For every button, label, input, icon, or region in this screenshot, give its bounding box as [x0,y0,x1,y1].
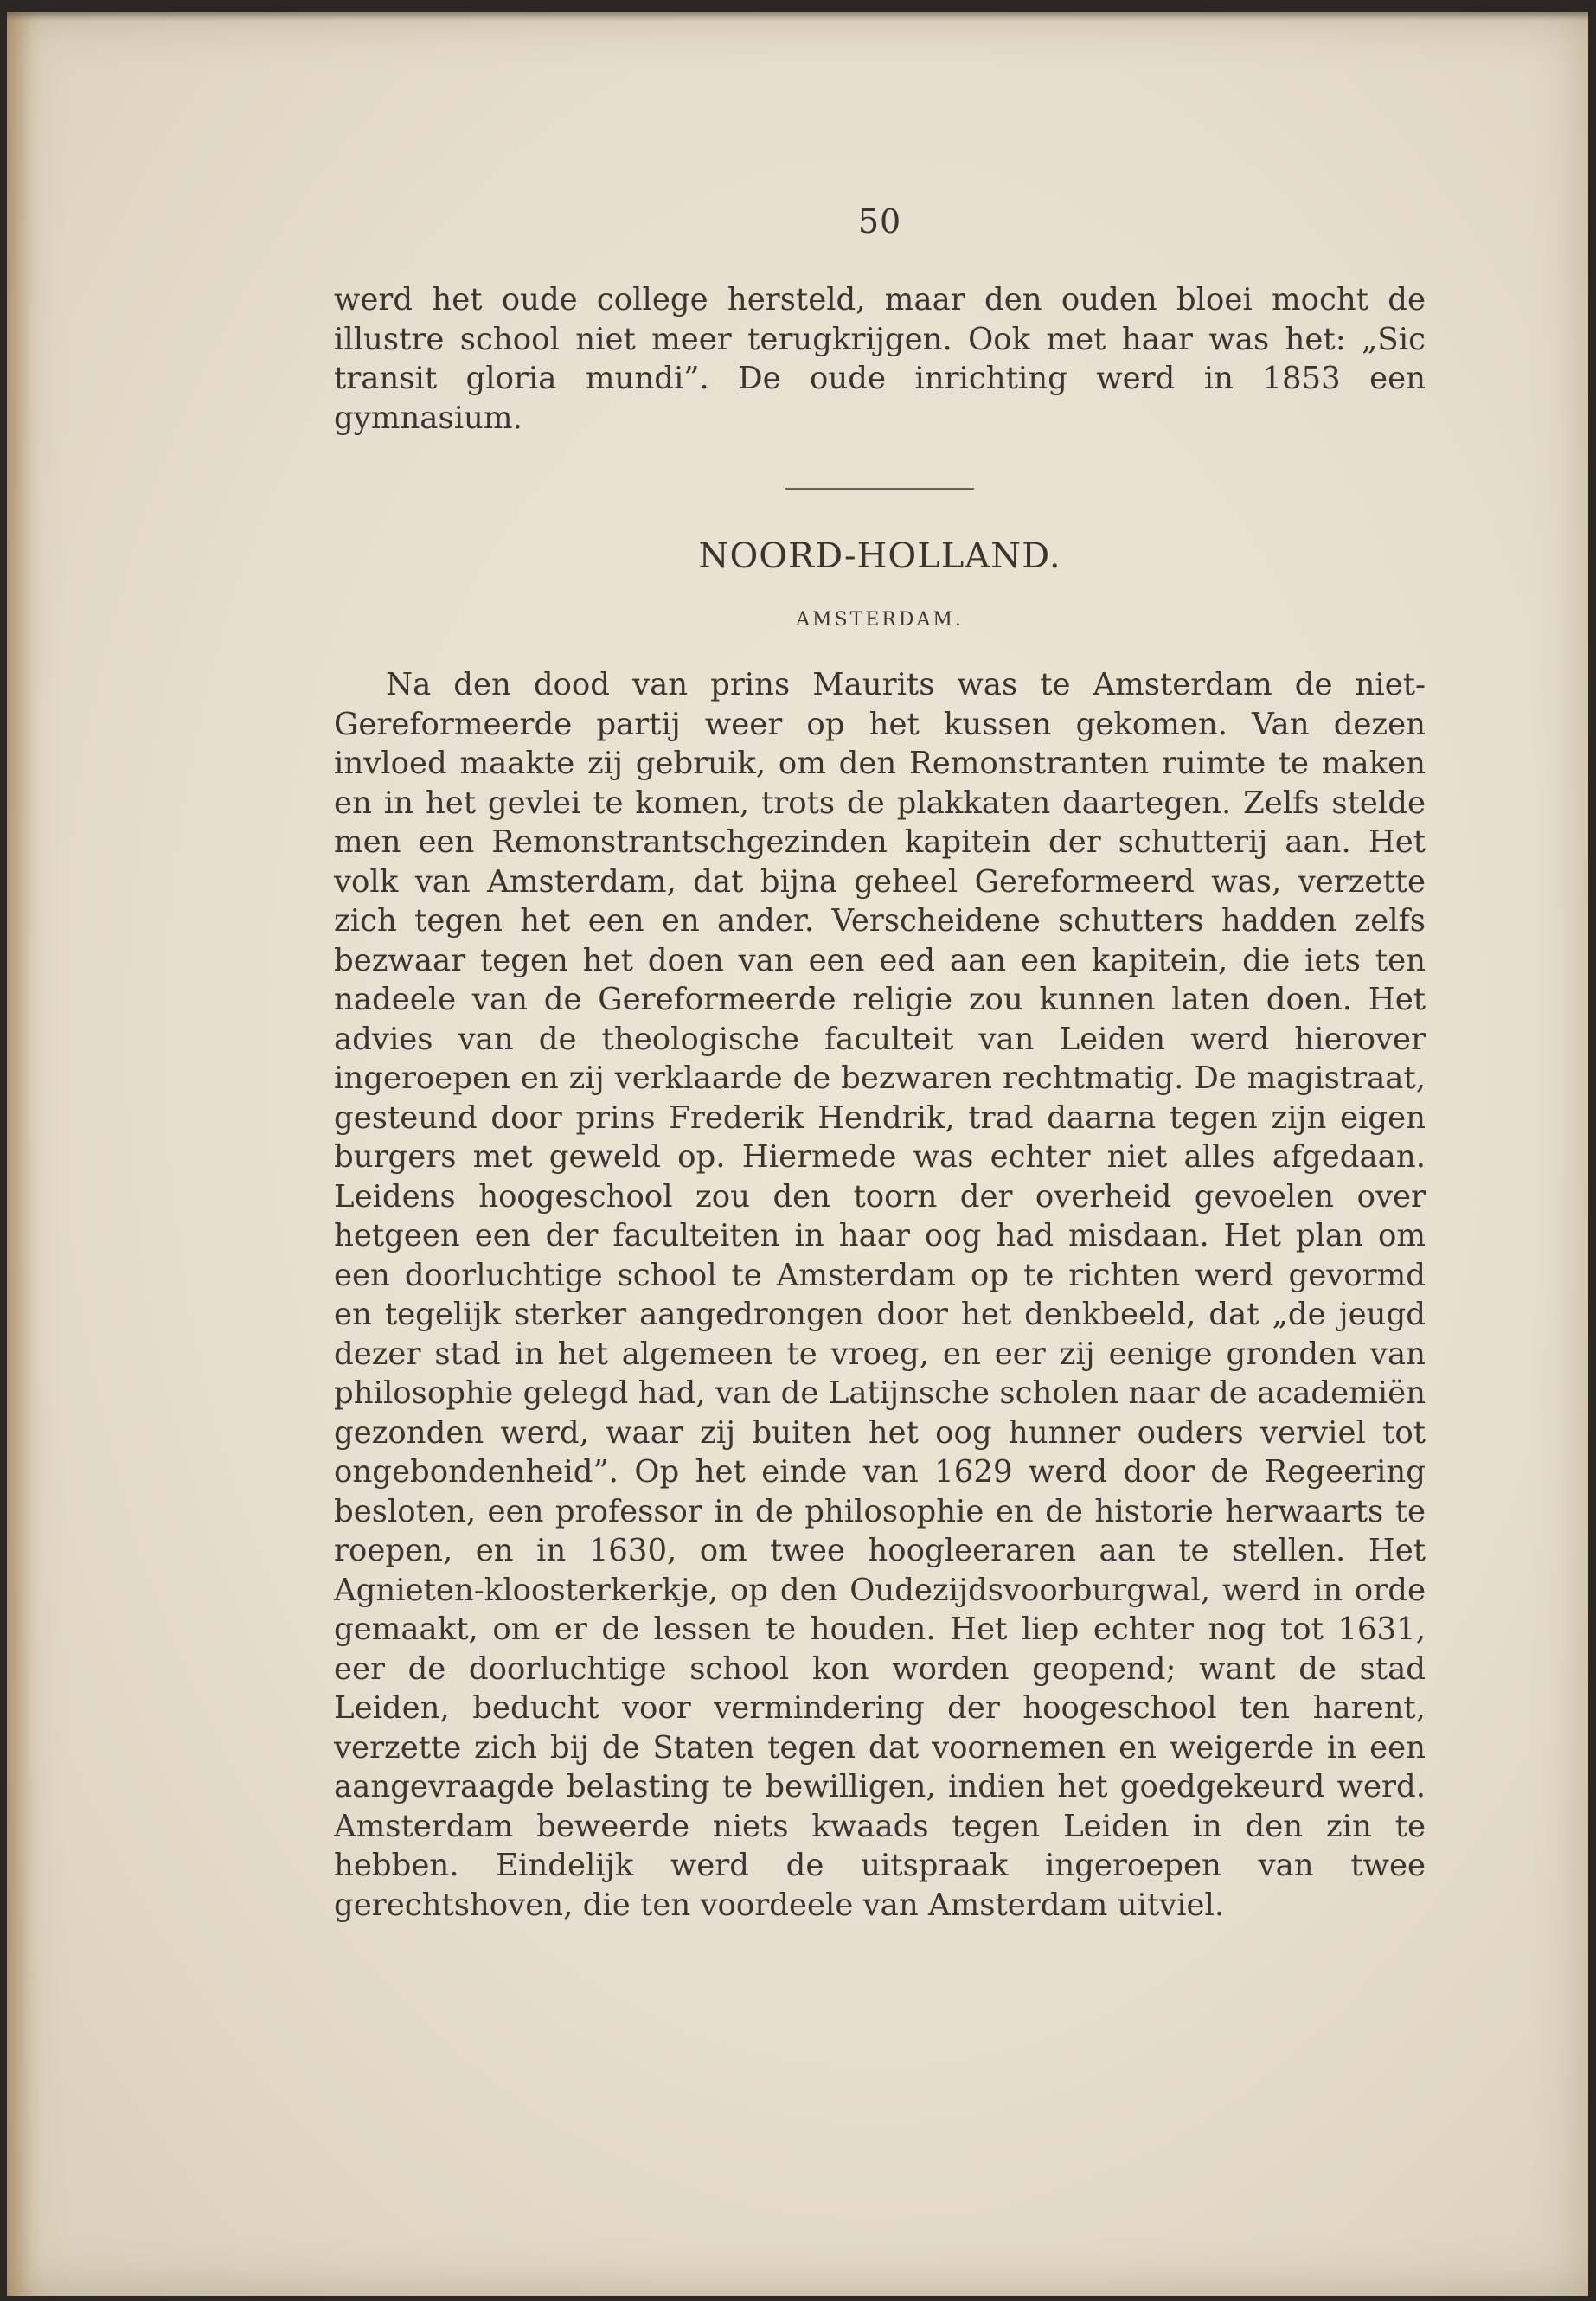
section-divider [785,488,974,490]
intro-paragraph: werd het oude college hersteld, maar den ouden bloei mocht de illustre school niet meer terugkrijgen. Ook met haar was het: „Sic transit gloria mundi”. De oude inrichting werd in 1853 een gymnasium. [334,282,1426,436]
text-block [334,202,1426,1925]
page-number: 50 [857,202,902,240]
book-page [7,12,1588,2296]
page-top-edge [7,12,1588,21]
section-heading: NOORD-HOLLAND. [698,536,1061,576]
page-spine-shadow [7,12,42,2296]
section-subheading: AMSTERDAM. [796,609,964,631]
body-paragraph: Na den dood van prins Maurits was te Amsterdam de niet-Gereformeerde partij weer op het kussen gekomen. Van dezen invloed maakte zij gebruik, om den Remonstranten ruimte te maken en in het gevlei te komen, trots de plakkaten daartegen. Zelfs stelde men een Remonstrantschgezinden kapitein der schutterij aan. Het volk van Amsterdam, dat bijna geheel Gereformeerd was, verzette zich tegen het een en ander. Verscheidene schutters hadden zelfs bezwaar tegen het doen van een eed aan een kapitein, die iets ten nadeele van de Gereformeerde religie zou kunnen laten doen. Het advies van de theologische faculteit van Leiden werd hierover ingeroepen en zij verklaarde de bezwaren rechtmatig. De magistraat, gesteund door prins Frederik Hendrik, trad daarna tegen zijn eigen burgers met geweld op. Hiermede was echter niet alles afgedaan. Leidens hoogeschool zou den toorn der overheid gevoelen over hetgeen een der faculteiten in haar oog had misdaan. Het plan om een doorluchtige school te Amsterdam op te richten werd gevormd en tegelijk sterker aangedrongen door het denkbeeld, dat „de jeugd dezer stad in het algemeen te vroeg, en eer zij eenige gronden van philosophie gelegd had, van de Latijnsche scholen naar de academiën gezonden werd, waar zij buiten het oog hunner ouders verviel tot ongebondenheid”. Op het einde van 1629 werd door de Regeering besloten, een professor in de philosophie en de historie herwaarts te roepen, en in 1630, om twee hoogleeraren aan te stellen. Het Agnieten-kloosterkerkje, op den Oudezijdsvoorburgwal, werd in orde gemaakt, om er de lessen te houden. Het liep echter nog tot 1631, eer de doorluchtige school kon worden geopend; want de stad Leiden, beducht voor vermindering der hoogeschool ten harent, verzette zich bij de Staten tegen dat voornemen en weigerde in een aangevraagde belasting te bewilligen, indien het goedgekeurd werd. Amsterdam beweerde niets kwaads tegen Leiden in den zin te hebben. Eindelijk werd de uitspraak ingeroepen van twee gerechtshoven, die ten voordeele van Amsterdam uitviel. [334,667,1426,1923]
